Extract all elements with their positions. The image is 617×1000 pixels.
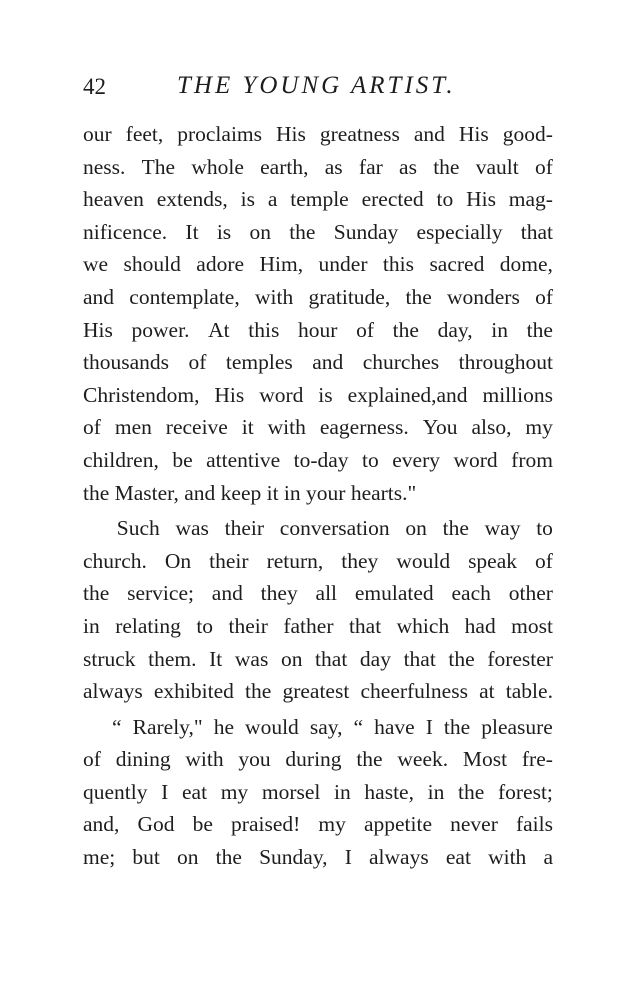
word: other xyxy=(508,581,553,606)
word: to-day xyxy=(293,447,349,472)
word: good- xyxy=(502,122,553,146)
word: morsel xyxy=(261,779,321,804)
word: that xyxy=(315,646,348,671)
word: On xyxy=(164,548,192,573)
word: Such xyxy=(116,516,160,541)
word: that xyxy=(348,613,382,638)
word: vault xyxy=(475,154,519,179)
word: eagerness. xyxy=(319,415,409,440)
text-line xyxy=(83,346,553,379)
word: the xyxy=(392,317,419,342)
word: was xyxy=(175,516,209,541)
word: word xyxy=(259,382,304,407)
word: all xyxy=(315,581,338,606)
text-line xyxy=(83,411,553,444)
word: dining xyxy=(115,747,171,772)
word: mag- xyxy=(508,187,553,212)
text-line xyxy=(83,281,553,314)
word: day xyxy=(359,646,391,671)
word: fre- xyxy=(521,747,553,772)
text-line xyxy=(83,379,553,412)
word: that xyxy=(403,646,436,671)
word: whole xyxy=(191,154,244,179)
word: that xyxy=(520,219,553,244)
word: explained,and xyxy=(347,382,468,407)
word: the xyxy=(405,284,432,309)
word: wonders xyxy=(446,284,520,309)
text-line xyxy=(83,776,553,809)
word: hour xyxy=(298,317,338,342)
word: praised! xyxy=(231,812,301,837)
word: exhibited xyxy=(153,679,234,704)
word: during xyxy=(285,747,342,772)
word: ness. xyxy=(83,154,126,179)
word: service; xyxy=(127,581,194,606)
word: and xyxy=(413,122,445,146)
word: every xyxy=(392,447,440,472)
word: You xyxy=(422,415,458,440)
word: to xyxy=(362,447,379,472)
word: adore xyxy=(196,252,245,277)
word: always xyxy=(83,679,143,704)
word: erected xyxy=(361,187,424,212)
word: on xyxy=(177,845,199,870)
word: had xyxy=(464,613,496,638)
word: in xyxy=(83,613,100,638)
word: speak xyxy=(468,548,518,573)
word: of xyxy=(535,284,553,309)
text-line xyxy=(83,216,553,249)
word: the xyxy=(443,714,471,739)
word: gratitude, xyxy=(308,284,391,309)
word: most xyxy=(511,613,553,638)
text-line xyxy=(83,841,553,874)
word: should xyxy=(123,252,181,277)
text-line xyxy=(83,643,553,676)
word: they xyxy=(260,581,298,606)
word: millions xyxy=(482,382,553,407)
word: the xyxy=(356,747,383,772)
word: forest; xyxy=(497,779,553,804)
word: the xyxy=(245,679,272,704)
word: but xyxy=(132,845,160,870)
word: the xyxy=(215,845,242,870)
paragraph-indent xyxy=(83,512,101,545)
word: in xyxy=(334,779,351,804)
word: on xyxy=(280,646,303,671)
text-line xyxy=(83,512,553,545)
word: attentive xyxy=(206,447,281,472)
word: the xyxy=(83,581,110,606)
text-line xyxy=(83,675,553,708)
word: sacred xyxy=(429,252,485,277)
word: the xyxy=(289,219,316,244)
word: church. xyxy=(83,548,147,573)
word: with xyxy=(254,284,294,309)
word: relating xyxy=(115,613,181,638)
word: extends, xyxy=(156,187,228,212)
word: of xyxy=(356,317,374,342)
text-line xyxy=(83,118,553,151)
word: my xyxy=(220,779,249,804)
word: this xyxy=(248,317,280,342)
text-line xyxy=(83,314,553,347)
word: I xyxy=(344,845,352,870)
word: is xyxy=(318,382,333,407)
word: with xyxy=(185,747,224,772)
word: thousands xyxy=(83,350,169,375)
word: they xyxy=(341,548,379,573)
word: temple xyxy=(290,187,349,212)
word: he xyxy=(213,714,235,739)
word: is xyxy=(240,187,255,212)
word: this xyxy=(382,252,414,277)
text-line xyxy=(83,711,553,744)
word: I xyxy=(425,714,433,739)
word: Sunday xyxy=(333,219,399,244)
word: a xyxy=(267,187,278,212)
text-line xyxy=(83,151,553,184)
text-line xyxy=(83,545,553,578)
word: children, xyxy=(83,447,159,472)
word: eat xyxy=(181,779,208,804)
word: never xyxy=(450,812,498,837)
word: our xyxy=(83,122,112,146)
word: His xyxy=(276,122,306,146)
word: Rarely," xyxy=(132,714,203,739)
word: to xyxy=(196,613,214,638)
word: the xyxy=(448,646,475,671)
word: receive xyxy=(165,415,228,440)
word: the xyxy=(442,516,469,541)
word: power. xyxy=(131,317,190,342)
word: be xyxy=(172,447,193,472)
word: the xyxy=(433,154,460,179)
word: especially xyxy=(416,219,503,244)
word: God xyxy=(137,812,175,837)
word: which xyxy=(396,613,450,638)
text-line xyxy=(83,248,553,281)
word: The xyxy=(141,154,176,179)
word: fails xyxy=(515,812,553,837)
word: the xyxy=(526,317,553,342)
word: forester xyxy=(487,646,553,671)
word: as xyxy=(399,154,417,179)
word: temples xyxy=(225,350,293,375)
word: emulated xyxy=(354,581,434,606)
word: I xyxy=(161,779,169,804)
word: at xyxy=(479,679,495,704)
word: have xyxy=(374,714,415,739)
word: pleasure xyxy=(481,714,553,739)
word: of xyxy=(188,350,207,375)
word: their xyxy=(224,516,265,541)
word: greatness xyxy=(319,122,400,146)
word: me; xyxy=(83,845,116,870)
word: the xyxy=(458,779,485,804)
word: His xyxy=(83,317,113,342)
word: heaven xyxy=(83,187,144,212)
word: on xyxy=(249,219,271,244)
word: greatest xyxy=(282,679,350,704)
word: and xyxy=(83,284,115,309)
word: it xyxy=(241,415,254,440)
word: be xyxy=(192,812,213,837)
word: earth, xyxy=(260,154,309,179)
word: “ xyxy=(353,714,364,739)
word: His xyxy=(214,382,245,407)
text-line xyxy=(83,808,553,841)
word: week. xyxy=(397,747,449,772)
line-text: the Master, and keep it in your hearts." xyxy=(83,480,417,505)
word: men xyxy=(114,415,152,440)
word: would xyxy=(396,548,451,573)
page-header xyxy=(83,66,553,106)
word: cheerfulness xyxy=(360,679,468,704)
word: their xyxy=(228,613,268,638)
word: way xyxy=(484,516,521,541)
word: in xyxy=(427,779,445,804)
word: struck xyxy=(83,646,136,671)
text-line xyxy=(83,183,553,216)
word: quently xyxy=(83,779,148,804)
word: them. xyxy=(148,646,197,671)
word: “ xyxy=(112,714,122,739)
word: far xyxy=(358,154,383,179)
word: their xyxy=(209,548,249,573)
word: feet, xyxy=(125,122,164,146)
word: conversation xyxy=(279,516,390,541)
word: as xyxy=(324,154,343,179)
word: each xyxy=(451,581,491,606)
text-line xyxy=(83,610,553,643)
word: appetite xyxy=(363,812,433,837)
word: table. xyxy=(505,679,553,704)
word: say, xyxy=(309,714,343,739)
text-line xyxy=(83,577,553,610)
word: in xyxy=(491,317,509,342)
paragraph-indent xyxy=(83,711,101,744)
word: It xyxy=(185,219,199,244)
word: haste, xyxy=(364,779,414,804)
word: Sunday, xyxy=(259,845,328,870)
word: was xyxy=(234,646,269,671)
word: and, xyxy=(83,812,120,837)
word: Most xyxy=(462,747,508,772)
word: with xyxy=(488,845,527,870)
word: Him, xyxy=(259,252,304,277)
word: under xyxy=(318,252,368,277)
word: His xyxy=(458,122,489,146)
word: of xyxy=(534,154,553,179)
text-line xyxy=(83,743,553,776)
word: from xyxy=(511,447,553,472)
word: of xyxy=(83,415,101,440)
word: we xyxy=(83,252,109,277)
word: nificence. xyxy=(83,219,168,244)
word: of xyxy=(83,747,101,772)
text-line xyxy=(83,477,553,510)
word: and xyxy=(312,350,344,375)
word: and xyxy=(211,581,243,606)
body-text xyxy=(83,118,553,874)
word: At xyxy=(208,317,230,342)
word: would xyxy=(245,714,299,739)
word: day, xyxy=(437,317,473,342)
word: to xyxy=(436,187,454,212)
word: word xyxy=(453,447,498,472)
word: return, xyxy=(266,548,324,573)
word: with xyxy=(267,415,306,440)
word: my xyxy=(318,812,346,837)
word: throughout xyxy=(458,350,553,375)
word: contemplate, xyxy=(129,284,240,309)
word: a xyxy=(543,845,553,870)
running-title: THE YOUNG ARTIST. xyxy=(177,72,456,99)
text-line xyxy=(83,444,553,477)
word: It xyxy=(209,646,223,671)
word: dome, xyxy=(499,252,553,277)
word: proclaims xyxy=(177,122,263,146)
word: churches xyxy=(362,350,440,375)
word: of xyxy=(535,548,553,573)
word: you xyxy=(238,747,271,772)
word: on xyxy=(405,516,427,541)
word: always xyxy=(369,845,429,870)
word: father xyxy=(283,613,334,638)
page-number: 42 xyxy=(83,74,106,99)
word: also, xyxy=(471,415,512,440)
word: to xyxy=(536,516,553,541)
word: His xyxy=(466,187,496,212)
word: eat xyxy=(445,845,471,870)
word: my xyxy=(525,415,553,440)
word: is xyxy=(216,219,232,244)
word: Christendom, xyxy=(83,382,200,407)
